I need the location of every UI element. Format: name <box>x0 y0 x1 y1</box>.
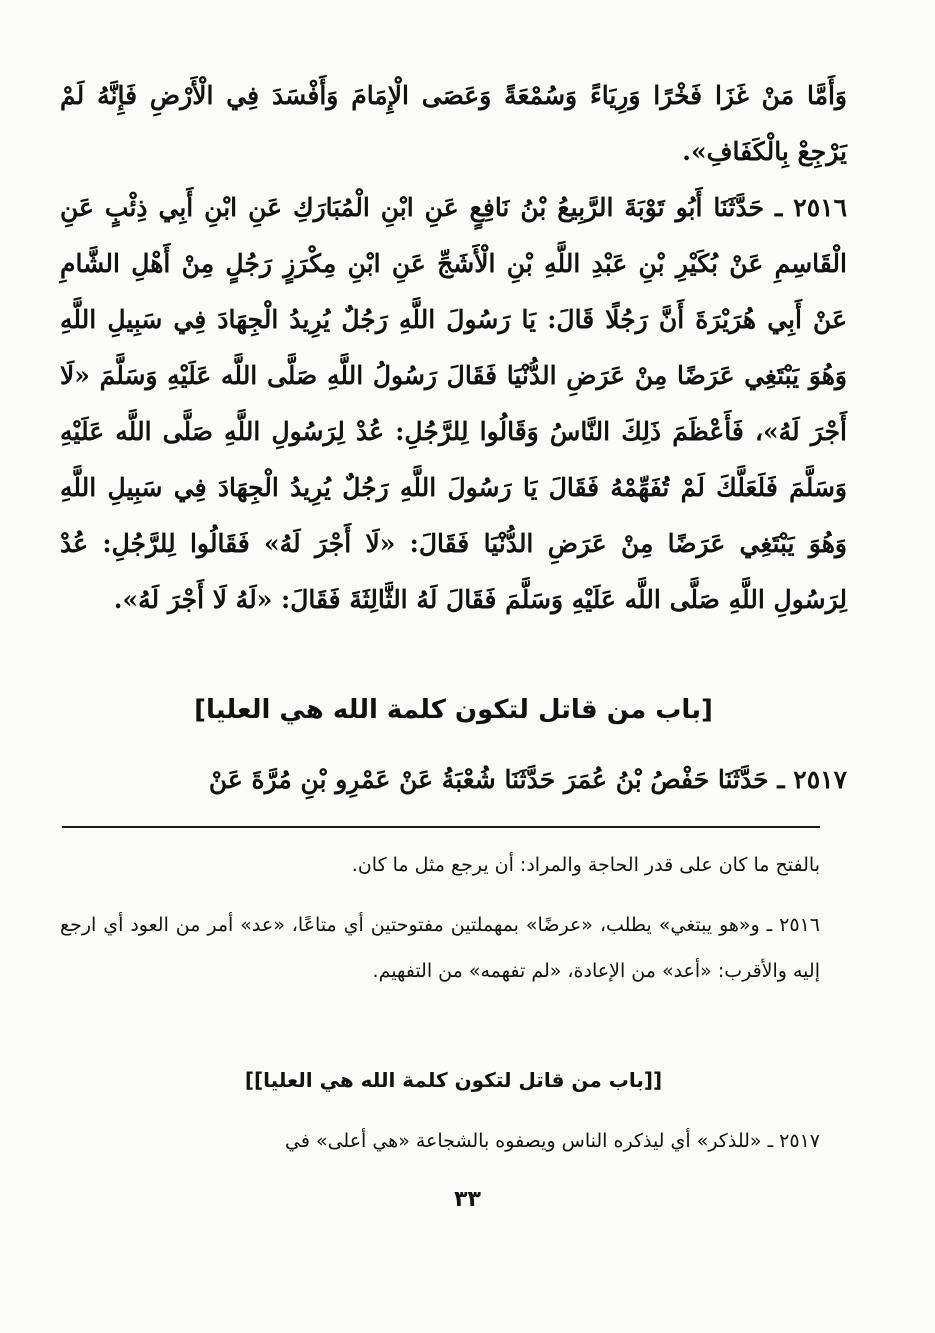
hadith-2515-ending: وَأَمَّا مَنْ غَزَا فَخْرًا وَرِيَاءً وَسُمْعَةً وَعَصَى الْإِمَامَ وَأَفْسَدَ فِي الْأَرْضِ فَإِنَّهُ لَمْ يَرْجِعْ بِالْكَفَافِ». <box>60 81 847 166</box>
page-number: ٣٣ <box>454 1187 481 1212</box>
main-text-block <box>60 68 847 628</box>
footnote-2517: ٢٥١٧ ـ «للذكر» أي ليذكره الناس ويصفوه بالشجاعة «هي أعلى» في <box>284 1130 820 1152</box>
footnotes-block <box>60 842 820 994</box>
hadith-2516: ٢٥١٦ ـ حَدَّثَنَا أَبُو تَوْبَةَ الرَّبِيعُ بْنُ نَافِعٍ عَنِ ابْنِ الْمُبَارَكِ عَنِ ابْنِ أَبِي ذِئْبٍ عَنِ الْقَاسِمِ عَنْ بُكَيْرِ بْنِ عَبْدِ اللَّهِ بْنِ الْأَشَجِّ عَنِ ابْنِ مِكْرَزٍ رَجُلٍ مِنْ أَهْلِ الشَّامِ عَنْ أَبِي هُرَيْرَةَ أَنَّ رَجُلًا قَالَ: يَا رَسُولَ اللَّهِ رَجُلٌ يُرِيدُ الْجِهَادَ فِي سَبِيلِ اللَّهِ وَهُوَ يَبْتَغِي عَرَضًا مِنْ عَرَضِ الدُّنْيَا فَقَالَ رَسُولُ اللَّهِ صَلَّى اللَّه عَلَيْهِ وَسَلَّمَ «لَا أَجْرَ لَهُ»، فَأَعْظَمَ ذَلِكَ النَّاسُ وَقَالُوا لِلرَّجُلِ: عُدْ لِرَسُولِ اللَّهِ صَلَّى اللَّه عَلَيْهِ وَسَلَّمَ فَلَعَلَّكَ لَمْ تُفَهِّمْهُ فَقَالَ يَا رَسُولَ اللَّهِ رَجُلٌ يُرِيدُ الْجِهَادَ فِي سَبِيلِ اللَّهِ وَهُوَ يَبْتَغِي عَرَضًا مِنْ عَرَضِ الدُّنْيَا فَقَالَ: «لَا أَجْرَ لَهُ» فَقَالُوا لِلرَّجُلِ: عُدْ لِرَسُولِ اللَّهِ صَلَّى اللَّه عَلَيْهِ وَسَلَّمَ فَقَالَ لَهُ الثَّالِثَةَ فَقَالَ: «لَهُ لَا أَجْرَ لَهُ». <box>60 193 847 614</box>
footnote-separator <box>62 826 820 828</box>
footnote-chapter-heading: [[باب من قاتل لتكون كلمة الله هي العليا]] <box>244 1068 663 1092</box>
chapter-heading: [باب من قاتل لتكون كلمة الله هي العليا] <box>194 695 713 725</box>
hadith-2517-start: ٢٥١٧ ـ حَدَّثَنَا حَفْصُ بْنُ عُمَرَ حَدَّثَنَا شُعْبَةُ عَنْ عَمْرِو بْنِ مُرَّةَ عَنْ <box>208 765 847 794</box>
footnote-kafaf: بالفتح ما كان على قدر الحاجة والمراد: أن يرجع مثل ما كان. <box>351 854 820 876</box>
footnote-2516: ٢٥١٦ ـ و«هو يبتغي» يطلب، «عرضًا» بمهملتين مفتوحتين أي متاعًا، «عد» أمر من العود أي ارجع إليه والأقرب: «أعد» من الإعادة، «لم تفهمه» من التفهيم. <box>60 914 820 982</box>
